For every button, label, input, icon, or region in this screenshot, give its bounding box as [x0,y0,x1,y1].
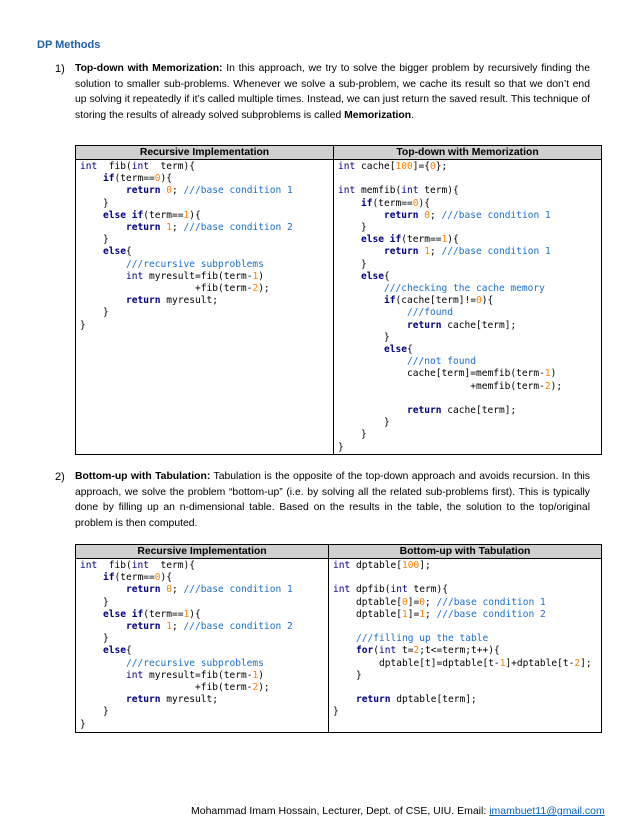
code-line: int memfib(int term){ [338,185,459,197]
code-line: dptable[t]=dptable[t-1]+dptable[t-2]; [333,657,592,669]
code-line: int fib(int term){ [80,560,195,571]
code-line: ///recursive subproblems [125,657,264,669]
code-line: return 1; ///base condition 2 [125,621,293,633]
code-line: ///recursive subproblems [125,258,264,270]
code-line: int myresult=fib(term-1) [125,270,264,282]
code-line: else{ [103,246,132,258]
code-line: else if(term==1){ [361,234,459,246]
code-line: +memfib(term-2); [338,380,563,392]
code-line: return cache[term]; [406,405,517,417]
memoization-code-cell [334,160,602,455]
section-2-title: Bottom-up with Tabulation: [75,471,211,482]
recursive-header: Recursive Implementation [76,146,334,160]
code-line: +fib(term-2); [80,283,270,295]
section-1-end: . [411,109,414,121]
code-line: return 0; ///base condition 1 [125,185,293,197]
code-line: else if(term==1){ [103,608,201,620]
code-line: if(term==0){ [103,572,172,584]
code-line: else if(term==1){ [103,209,201,221]
code-line: for(int t=2;t<=term;t++){ [356,645,500,657]
section-2-text: Tabulation is the opposite of the top-down approach and avoids recursion. In this approach, we solve the problem “bottom-up” (i.e. by solving all the related sub-problems first). This is typically done by filling up an n-dimensional table. Based on the results in the table, the solution to the top/original problem is then computed. [75,471,590,529]
code-line: if(term==0){ [103,173,172,185]
memoization-code-table [75,145,602,455]
code-line: return myresult; [125,694,218,706]
code-line: if(cache[term]!=0){ [383,295,494,307]
code-line: } [338,258,367,270]
code-line: return 0; ///base condition 1 [125,584,293,596]
code-line: } [80,197,109,209]
recursive-code-1 [76,160,333,332]
tabulation-code-table [75,544,602,733]
code-line: cache[term]=memfib(term-1) [338,368,557,380]
code-line: int dpfib(int term){ [333,584,448,596]
code-line: ///checking the cache memory [383,283,545,295]
page-footer [191,805,605,817]
code-line: else{ [383,344,413,356]
code-line: } [80,234,109,246]
code-line: int dptable[100]; [333,560,431,571]
code-line: int myresult=fib(term-1) [125,669,264,681]
section-2-number: 2) [55,471,65,483]
code-line: return myresult; [125,295,218,307]
code-line: return dptable[term]; [356,694,477,706]
tabulation-header: Bottom-up with Tabulation [329,545,602,559]
code-line: dptable[0]=0; ///base condition 1 [333,596,546,608]
memoization-header: Top-down with Memorization [334,146,602,160]
code-line: else{ [103,645,132,657]
code-line: return 1; ///base condition 1 [383,246,551,258]
code-line: int cache[100]={0}; [338,161,448,172]
section-1-number: 1) [55,63,65,75]
code-line: int fib(int term){ [80,161,195,172]
memorization-term: Memorization [344,109,412,121]
code-line: ///not found [406,356,476,368]
section-1-title: Top-down with Memorization: [75,63,223,74]
code-line: return 0; ///base condition 1 [383,209,551,221]
footer-text: Mohammad Imam Hossain, Lecturer, Dept. of CSE, UIU. Email: [191,805,490,817]
code-line: else{ [361,270,390,282]
code-line: if(term==0){ [361,197,430,209]
code-line: } [80,596,109,608]
tabulation-code [329,559,601,719]
code-line: } [333,706,339,718]
code-line: ///filling up the table [356,633,489,645]
code-line: } [338,441,344,453]
code-line: return cache[term]; [406,319,517,331]
tabulation-code-cell [329,559,602,733]
code-line: } [338,429,367,441]
code-line: } [80,307,109,319]
code-line: return 1; ///base condition 2 [125,222,293,234]
code-line: } [80,633,109,645]
footer-email-link[interactable]: imambuet11@gmail.com [489,805,605,817]
code-line: ///found [406,307,453,319]
code-line: } [338,331,390,343]
section-1-text: In this approach, we try to solve the bigger problem by recursively finding the solution to smaller sub-problems. Whenever we solve a sub-problem, we cache its result so that we don’t end up solving it repeatedly if it’s called multiple times. Instead, we can just return the saved result. This technique of storing the results of already solved subproblems is called [75,63,590,121]
code-line: } [333,669,362,681]
recursive-code-cell-2 [76,559,329,733]
code-line: dptable[1]=1; ///base condition 2 [333,608,546,620]
code-line: } [80,706,109,718]
code-line: } [338,417,390,429]
code-line: } [338,222,367,234]
memoization-code [334,160,601,454]
recursive-header-2: Recursive Implementation [76,545,329,559]
section-2-paragraph [75,469,590,531]
code-line: } [80,319,86,331]
recursive-code-cell [76,160,334,455]
code-line: +fib(term-2); [80,682,270,694]
recursive-code-2 [76,559,328,731]
code-line: } [80,718,86,730]
section-1-paragraph [75,61,590,123]
page-heading: DP Methods [37,39,101,51]
